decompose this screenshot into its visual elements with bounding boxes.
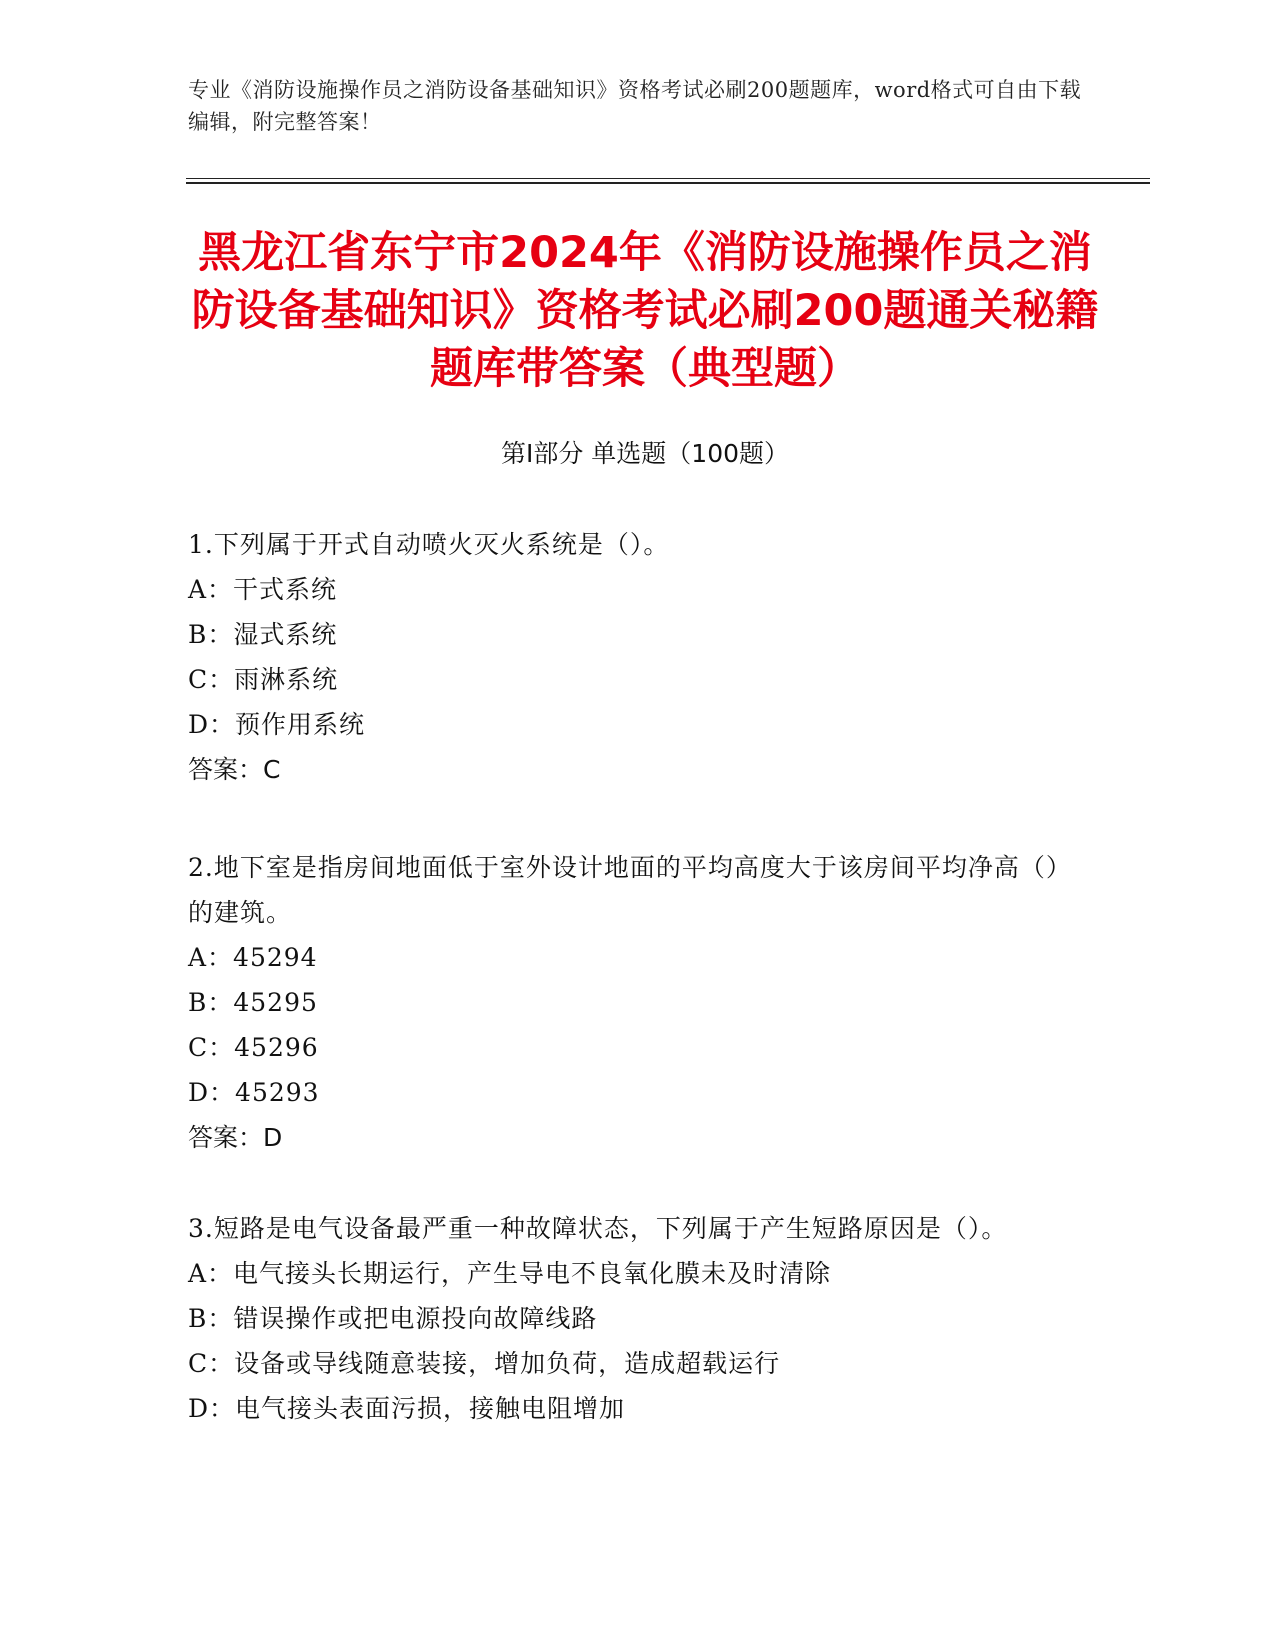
- question-2: [188, 845, 1068, 1160]
- answer-line: 答案：D: [188, 1123, 283, 1152]
- question-1: [188, 522, 1068, 792]
- question-stem: 2.地下室是指房间地面低于室外设计地面的平均高度大于该房间平均净高（）的建筑。: [188, 853, 1060, 927]
- header-divider-thick: [186, 182, 1150, 184]
- option-b: B：错误操作或把电源投向故障线路: [188, 1304, 598, 1333]
- option-b: B：湿式系统: [188, 620, 338, 649]
- option-b: B：45295: [188, 988, 318, 1017]
- question-stem: 3.短路是电气设备最严重一种故障状态，下列属于产生短路原因是（）。: [188, 1214, 1008, 1243]
- option-c: C：雨淋系统: [188, 665, 339, 694]
- option-a: A：电气接头长期运行，产生导电不良氧化膜未及时清除: [188, 1259, 832, 1288]
- option-c: C：设备或导线随意装接，增加负荷，造成超载运行: [188, 1349, 781, 1378]
- document-title: 黑龙江省东宁市2024年《消防设施操作员之消防设备基础知识》资格考试必刷200题通关秘籍题库带答案（典型题）: [191, 228, 1099, 394]
- answer-line: 答案：C: [188, 755, 281, 784]
- option-a: A：干式系统: [188, 575, 338, 604]
- option-c: C：45296: [188, 1033, 319, 1062]
- question-stem: 1.下列属于开式自动喷火灭火系统是（）。: [188, 530, 670, 559]
- question-3: [188, 1206, 1068, 1431]
- option-d: D：预作用系统: [188, 710, 366, 739]
- header-note: 专业《消防设施操作员之消防设备基础知识》资格考试必刷200题题库，word格式可自由下载编辑，附完整答案！: [188, 78, 1082, 134]
- option-d: D：电气接头表面污损，接触电阻增加: [188, 1394, 626, 1423]
- section-title: 第I部分 单选题（100题）: [500, 439, 790, 468]
- option-a: A：45294: [188, 943, 318, 972]
- header-divider-thin: [186, 178, 1150, 179]
- option-d: D：45293: [188, 1078, 320, 1107]
